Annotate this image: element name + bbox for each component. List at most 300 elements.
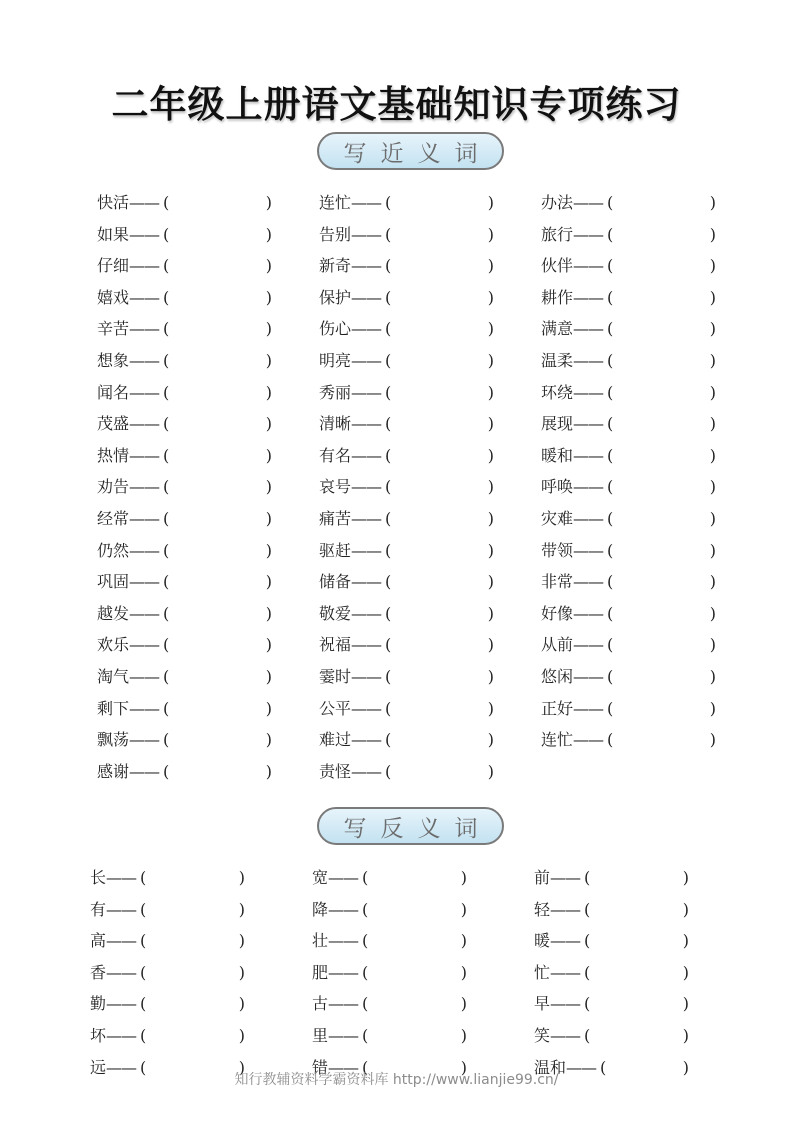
answer-blank-open: ( bbox=[584, 868, 591, 887]
answer-blank-close: ) bbox=[487, 572, 494, 592]
dash-separator: —— bbox=[351, 666, 382, 686]
answer-blank-close: ) bbox=[709, 382, 716, 402]
answer-blank-open: ( bbox=[163, 414, 170, 434]
exercise-word: 暖 bbox=[534, 931, 551, 951]
section-heading-label: 写反义词 bbox=[343, 815, 492, 842]
exercise-item bbox=[97, 568, 272, 600]
answer-blank-close: ) bbox=[265, 319, 272, 339]
answer-blank-open: ( bbox=[385, 508, 392, 528]
answer-blank-open: ( bbox=[362, 1057, 369, 1077]
dash-separator: —— bbox=[129, 224, 160, 244]
dash-separator: —— bbox=[351, 414, 382, 434]
answer-blank-close: ) bbox=[265, 572, 272, 592]
exercise-word: 告别 bbox=[319, 224, 352, 244]
answer-blank-close: ) bbox=[460, 1057, 467, 1077]
answer-blank-close: ) bbox=[709, 572, 716, 592]
answer-blank-close: ) bbox=[709, 730, 716, 750]
answer-blank-close: ) bbox=[487, 445, 494, 465]
answer-blank-close: ) bbox=[709, 287, 716, 307]
answer-blank-close: ) bbox=[682, 868, 689, 887]
answer-blank-open: ( bbox=[607, 666, 614, 686]
dash-separator: —— bbox=[129, 193, 160, 212]
exercise-item bbox=[541, 631, 716, 663]
exercise-word: 祝福 bbox=[319, 635, 352, 655]
exercise-word: 巩固 bbox=[97, 572, 130, 592]
dash-separator: —— bbox=[129, 508, 160, 528]
exercise-word: 长 bbox=[90, 868, 107, 887]
footer-watermark: 知行教辅资料学霸资料库 http://www.lianjie99.cn/ bbox=[234, 1072, 559, 1088]
answer-blank-close: ) bbox=[487, 256, 494, 276]
answer-blank-open: ( bbox=[163, 698, 170, 718]
exercise-word: 里 bbox=[312, 1025, 329, 1045]
answer-blank-close: ) bbox=[265, 666, 272, 686]
answer-blank-close: ) bbox=[487, 414, 494, 434]
exercise-item bbox=[541, 221, 716, 253]
answer-blank-open: ( bbox=[163, 287, 170, 307]
dash-separator: —— bbox=[351, 287, 382, 307]
answer-blank-open: ( bbox=[607, 256, 614, 276]
dash-separator: —— bbox=[351, 319, 382, 339]
answer-blank-open: ( bbox=[163, 193, 170, 212]
answer-blank-open: ( bbox=[163, 635, 170, 655]
answer-blank-open: ( bbox=[140, 931, 147, 951]
dash-separator: —— bbox=[573, 635, 604, 655]
exercise-item bbox=[541, 252, 716, 284]
dash-separator: —— bbox=[351, 603, 382, 623]
exercise-word: 明亮 bbox=[319, 350, 352, 370]
exercise-word: 如果 bbox=[97, 224, 130, 244]
answer-blank-open: ( bbox=[163, 445, 170, 465]
exercise-word: 新奇 bbox=[319, 256, 352, 276]
answer-blank-open: ( bbox=[607, 540, 614, 560]
exercise-word: 呼唤 bbox=[541, 477, 574, 497]
answer-blank-open: ( bbox=[385, 445, 392, 465]
antonym-exercise-list bbox=[90, 864, 756, 1085]
exercise-item bbox=[319, 252, 494, 284]
exercise-item bbox=[97, 379, 272, 411]
answer-blank-close: ) bbox=[709, 414, 716, 434]
exercise-word: 痛苦 bbox=[319, 508, 352, 528]
exercise-word: 轻 bbox=[534, 899, 551, 919]
answer-blank-close: ) bbox=[709, 445, 716, 465]
dash-separator: —— bbox=[129, 382, 160, 402]
answer-blank-close: ) bbox=[265, 477, 272, 497]
answer-blank-open: ( bbox=[163, 508, 170, 528]
exercise-item bbox=[541, 663, 716, 695]
exercise-word: 好像 bbox=[541, 603, 574, 623]
answer-blank-open: ( bbox=[163, 730, 170, 750]
answer-blank-open: ( bbox=[163, 319, 170, 339]
answer-blank-close: ) bbox=[265, 193, 272, 212]
answer-blank-close: ) bbox=[238, 1057, 245, 1077]
answer-blank-close: ) bbox=[487, 319, 494, 339]
dash-separator: —— bbox=[328, 1057, 359, 1077]
answer-blank-close: ) bbox=[238, 962, 245, 982]
answer-blank-open: ( bbox=[163, 540, 170, 560]
answer-blank-open: ( bbox=[584, 962, 591, 982]
dash-separator: —— bbox=[573, 319, 604, 339]
exercise-word: 耕作 bbox=[541, 287, 574, 307]
exercise-item bbox=[97, 726, 272, 758]
exercise-item bbox=[319, 410, 494, 442]
exercise-item bbox=[319, 758, 494, 790]
exercise-item bbox=[541, 410, 716, 442]
exercise-word: 热情 bbox=[97, 445, 130, 465]
exercise-word: 感谢 bbox=[97, 761, 130, 781]
answer-blank-close: ) bbox=[238, 899, 245, 919]
answer-blank-close: ) bbox=[487, 477, 494, 497]
answer-blank-open: ( bbox=[140, 1025, 147, 1045]
exercise-item bbox=[97, 600, 272, 632]
exercise-word: 仔细 bbox=[97, 256, 130, 276]
exercise-word: 伙伴 bbox=[541, 256, 574, 276]
exercise-word: 从前 bbox=[541, 635, 574, 655]
answer-blank-open: ( bbox=[163, 666, 170, 686]
answer-blank-close: ) bbox=[709, 603, 716, 623]
exercise-item bbox=[90, 1022, 245, 1054]
exercise-word: 温和 bbox=[534, 1057, 567, 1077]
exercise-item bbox=[319, 568, 494, 600]
dash-separator: —— bbox=[351, 698, 382, 718]
exercise-item bbox=[541, 347, 716, 379]
exercise-item bbox=[97, 505, 272, 537]
dash-separator: —— bbox=[351, 477, 382, 497]
exercise-item bbox=[312, 990, 467, 1022]
exercise-word: 储备 bbox=[319, 572, 352, 592]
exercise-item bbox=[541, 568, 716, 600]
answer-blank-close: ) bbox=[487, 635, 494, 655]
dash-separator: —— bbox=[129, 287, 160, 307]
answer-blank-open: ( bbox=[163, 256, 170, 276]
dash-separator: —— bbox=[351, 224, 382, 244]
answer-blank-close: ) bbox=[265, 445, 272, 465]
exercise-word: 越发 bbox=[97, 603, 130, 623]
dash-separator: —— bbox=[351, 193, 382, 212]
exercise-word: 坏 bbox=[90, 1025, 107, 1045]
exercise-item bbox=[534, 927, 689, 959]
dash-separator: —— bbox=[573, 445, 604, 465]
answer-blank-open: ( bbox=[584, 899, 591, 919]
answer-blank-open: ( bbox=[385, 603, 392, 623]
answer-blank-open: ( bbox=[385, 635, 392, 655]
exercise-item bbox=[97, 315, 272, 347]
exercise-word: 带领 bbox=[541, 540, 574, 560]
exercise-word: 远 bbox=[90, 1057, 107, 1077]
exercise-item bbox=[541, 537, 716, 569]
answer-blank-open: ( bbox=[600, 1057, 607, 1077]
exercise-word: 香 bbox=[90, 962, 107, 982]
exercise-word: 连忙 bbox=[319, 193, 352, 212]
answer-blank-open: ( bbox=[362, 868, 369, 887]
exercise-item bbox=[312, 896, 467, 928]
answer-blank-open: ( bbox=[362, 899, 369, 919]
exercise-word: 保护 bbox=[319, 287, 352, 307]
dash-separator: —— bbox=[351, 350, 382, 370]
dash-separator: —— bbox=[351, 382, 382, 402]
exercise-item bbox=[534, 959, 689, 991]
answer-blank-open: ( bbox=[385, 572, 392, 592]
dash-separator: —— bbox=[573, 382, 604, 402]
answer-blank-open: ( bbox=[140, 962, 147, 982]
exercise-item bbox=[319, 473, 494, 505]
exercise-word: 壮 bbox=[312, 931, 329, 951]
section-heading-antonyms bbox=[317, 807, 504, 845]
exercise-item bbox=[97, 537, 272, 569]
answer-blank-open: ( bbox=[362, 931, 369, 951]
exercise-word: 早 bbox=[534, 994, 551, 1014]
answer-blank-open: ( bbox=[584, 931, 591, 951]
exercise-word: 欢乐 bbox=[97, 635, 130, 655]
exercise-item bbox=[534, 864, 689, 896]
answer-blank-close: ) bbox=[238, 994, 245, 1014]
dash-separator: —— bbox=[129, 319, 160, 339]
exercise-word: 经常 bbox=[97, 508, 130, 528]
exercise-item bbox=[97, 695, 272, 727]
dash-separator: —— bbox=[129, 666, 160, 686]
dash-separator: —— bbox=[129, 350, 160, 370]
exercise-item bbox=[319, 537, 494, 569]
exercise-word: 劝告 bbox=[97, 477, 130, 497]
synonym-exercise-list bbox=[97, 189, 763, 789]
exercise-word: 环绕 bbox=[541, 382, 574, 402]
exercise-word: 降 bbox=[312, 899, 329, 919]
answer-blank-open: ( bbox=[385, 414, 392, 434]
answer-blank-close: ) bbox=[709, 635, 716, 655]
dash-separator: —— bbox=[351, 635, 382, 655]
exercise-item bbox=[319, 600, 494, 632]
exercise-word: 错 bbox=[312, 1057, 329, 1077]
answer-blank-close: ) bbox=[682, 962, 689, 982]
dash-separator: —— bbox=[550, 899, 581, 919]
exercise-item bbox=[541, 695, 716, 727]
answer-blank-open: ( bbox=[140, 899, 147, 919]
exercise-item bbox=[319, 284, 494, 316]
answer-blank-close: ) bbox=[460, 994, 467, 1014]
exercise-item bbox=[541, 284, 716, 316]
exercise-word: 暖和 bbox=[541, 445, 574, 465]
exercise-item bbox=[541, 473, 716, 505]
answer-blank-open: ( bbox=[607, 319, 614, 339]
exercise-word: 快活 bbox=[97, 193, 130, 212]
answer-blank-close: ) bbox=[265, 603, 272, 623]
exercise-item bbox=[319, 695, 494, 727]
answer-blank-close: ) bbox=[709, 193, 716, 212]
exercise-item bbox=[319, 505, 494, 537]
exercise-item bbox=[97, 347, 272, 379]
answer-blank-open: ( bbox=[584, 1025, 591, 1045]
answer-blank-close: ) bbox=[682, 994, 689, 1014]
dash-separator: —— bbox=[573, 572, 604, 592]
answer-blank-open: ( bbox=[607, 572, 614, 592]
answer-blank-open: ( bbox=[607, 698, 614, 718]
dash-separator: —— bbox=[573, 350, 604, 370]
dash-separator: —— bbox=[129, 698, 160, 718]
dash-separator: —— bbox=[573, 256, 604, 276]
exercise-word: 责怪 bbox=[319, 761, 352, 781]
exercise-item bbox=[97, 631, 272, 663]
exercise-word: 古 bbox=[312, 994, 329, 1014]
dash-separator: —— bbox=[106, 931, 137, 951]
answer-blank-close: ) bbox=[709, 477, 716, 497]
answer-blank-close: ) bbox=[265, 382, 272, 402]
answer-blank-open: ( bbox=[140, 994, 147, 1014]
exercise-item bbox=[312, 1022, 467, 1054]
exercise-word: 公平 bbox=[319, 698, 352, 718]
exercise-item bbox=[97, 189, 272, 221]
answer-blank-close: ) bbox=[460, 868, 467, 887]
answer-blank-open: ( bbox=[607, 382, 614, 402]
exercise-item bbox=[534, 990, 689, 1022]
exercise-word: 嬉戏 bbox=[97, 287, 130, 307]
answer-blank-close: ) bbox=[682, 1025, 689, 1045]
answer-blank-open: ( bbox=[362, 962, 369, 982]
answer-blank-open: ( bbox=[362, 1025, 369, 1045]
exercise-item bbox=[319, 347, 494, 379]
answer-blank-open: ( bbox=[607, 350, 614, 370]
answer-blank-open: ( bbox=[607, 193, 614, 212]
exercise-word: 仍然 bbox=[97, 540, 130, 560]
exercise-item bbox=[97, 221, 272, 253]
dash-separator: —— bbox=[129, 730, 160, 750]
answer-blank-close: ) bbox=[709, 224, 716, 244]
exercise-item bbox=[541, 600, 716, 632]
exercise-word: 有名 bbox=[319, 445, 352, 465]
dash-separator: —— bbox=[550, 931, 581, 951]
exercise-word: 淘气 bbox=[97, 666, 130, 686]
exercise-item bbox=[541, 315, 716, 347]
exercise-word: 难过 bbox=[319, 730, 352, 750]
answer-blank-close: ) bbox=[487, 350, 494, 370]
exercise-word: 有 bbox=[90, 899, 107, 919]
exercise-item bbox=[319, 379, 494, 411]
exercise-item bbox=[534, 896, 689, 928]
answer-blank-open: ( bbox=[584, 994, 591, 1014]
answer-blank-close: ) bbox=[487, 698, 494, 718]
answer-blank-close: ) bbox=[265, 698, 272, 718]
page-title: 二年级上册语文基础知识专项练习 bbox=[111, 83, 682, 126]
answer-blank-close: ) bbox=[265, 540, 272, 560]
answer-blank-open: ( bbox=[607, 414, 614, 434]
dash-separator: —— bbox=[550, 1025, 581, 1045]
answer-blank-close: ) bbox=[487, 730, 494, 750]
exercise-item bbox=[312, 927, 467, 959]
answer-blank-close: ) bbox=[487, 761, 494, 781]
dash-separator: —— bbox=[351, 730, 382, 750]
dash-separator: —— bbox=[129, 445, 160, 465]
dash-separator: —— bbox=[129, 414, 160, 434]
exercise-word: 肥 bbox=[312, 962, 329, 982]
answer-blank-close: ) bbox=[682, 899, 689, 919]
answer-blank-close: ) bbox=[460, 962, 467, 982]
answer-blank-close: ) bbox=[487, 666, 494, 686]
exercise-item bbox=[319, 663, 494, 695]
answer-blank-open: ( bbox=[140, 868, 147, 887]
answer-blank-open: ( bbox=[163, 572, 170, 592]
exercise-word: 前 bbox=[534, 868, 551, 887]
answer-blank-close: ) bbox=[238, 931, 245, 951]
dash-separator: —— bbox=[351, 445, 382, 465]
exercise-word: 秀丽 bbox=[319, 382, 352, 402]
answer-blank-open: ( bbox=[362, 994, 369, 1014]
answer-blank-close: ) bbox=[487, 382, 494, 402]
exercise-item bbox=[312, 959, 467, 991]
dash-separator: —— bbox=[566, 1057, 597, 1077]
answer-blank-close: ) bbox=[682, 931, 689, 951]
exercise-item bbox=[90, 959, 245, 991]
answer-blank-close: ) bbox=[460, 931, 467, 951]
section-heading-label: 写近义词 bbox=[343, 140, 492, 167]
exercise-word: 驱赶 bbox=[319, 540, 352, 560]
exercise-item bbox=[90, 927, 245, 959]
dash-separator: —— bbox=[328, 931, 359, 951]
exercise-word: 霎时 bbox=[319, 666, 352, 686]
dash-separator: —— bbox=[129, 761, 160, 781]
answer-blank-close: ) bbox=[487, 224, 494, 244]
dash-separator: —— bbox=[573, 414, 604, 434]
answer-blank-close: ) bbox=[265, 730, 272, 750]
dash-separator: —— bbox=[129, 540, 160, 560]
dash-separator: —— bbox=[351, 572, 382, 592]
answer-blank-close: ) bbox=[709, 540, 716, 560]
exercise-word: 辛苦 bbox=[97, 319, 130, 339]
answer-blank-open: ( bbox=[385, 287, 392, 307]
dash-separator: —— bbox=[573, 193, 604, 212]
exercise-item bbox=[319, 221, 494, 253]
answer-blank-close: ) bbox=[487, 540, 494, 560]
exercise-word: 连忙 bbox=[541, 730, 574, 750]
exercise-item bbox=[541, 442, 716, 474]
dash-separator: —— bbox=[129, 256, 160, 276]
answer-blank-close: ) bbox=[265, 635, 272, 655]
answer-blank-open: ( bbox=[385, 224, 392, 244]
exercise-word: 忙 bbox=[534, 962, 551, 982]
answer-blank-open: ( bbox=[607, 508, 614, 528]
answer-blank-open: ( bbox=[385, 256, 392, 276]
exercise-item bbox=[97, 758, 272, 790]
dash-separator: —— bbox=[573, 224, 604, 244]
dash-separator: —— bbox=[106, 868, 137, 887]
exercise-item bbox=[319, 189, 494, 221]
answer-blank-close: ) bbox=[487, 287, 494, 307]
dash-separator: —— bbox=[351, 256, 382, 276]
dash-separator: —— bbox=[351, 761, 382, 781]
answer-blank-open: ( bbox=[163, 477, 170, 497]
answer-blank-close: ) bbox=[265, 350, 272, 370]
exercise-item bbox=[90, 990, 245, 1022]
exercise-word: 高 bbox=[90, 931, 107, 951]
exercise-item bbox=[534, 1022, 689, 1054]
answer-blank-close: ) bbox=[709, 508, 716, 528]
answer-blank-open: ( bbox=[385, 761, 392, 781]
exercise-item bbox=[97, 663, 272, 695]
exercise-item bbox=[319, 442, 494, 474]
dash-separator: —— bbox=[351, 540, 382, 560]
answer-blank-open: ( bbox=[607, 287, 614, 307]
dash-separator: —— bbox=[106, 962, 137, 982]
dash-separator: —— bbox=[106, 899, 137, 919]
answer-blank-close: ) bbox=[487, 193, 494, 212]
answer-blank-close: ) bbox=[709, 256, 716, 276]
dash-separator: —— bbox=[328, 868, 359, 887]
dash-separator: —— bbox=[129, 572, 160, 592]
exercise-item bbox=[319, 315, 494, 347]
answer-blank-close: ) bbox=[460, 1025, 467, 1045]
exercise-word: 想象 bbox=[97, 350, 130, 370]
exercise-item bbox=[541, 189, 716, 221]
answer-blank-close: ) bbox=[682, 1057, 689, 1077]
answer-blank-open: ( bbox=[163, 761, 170, 781]
dash-separator: —— bbox=[573, 477, 604, 497]
